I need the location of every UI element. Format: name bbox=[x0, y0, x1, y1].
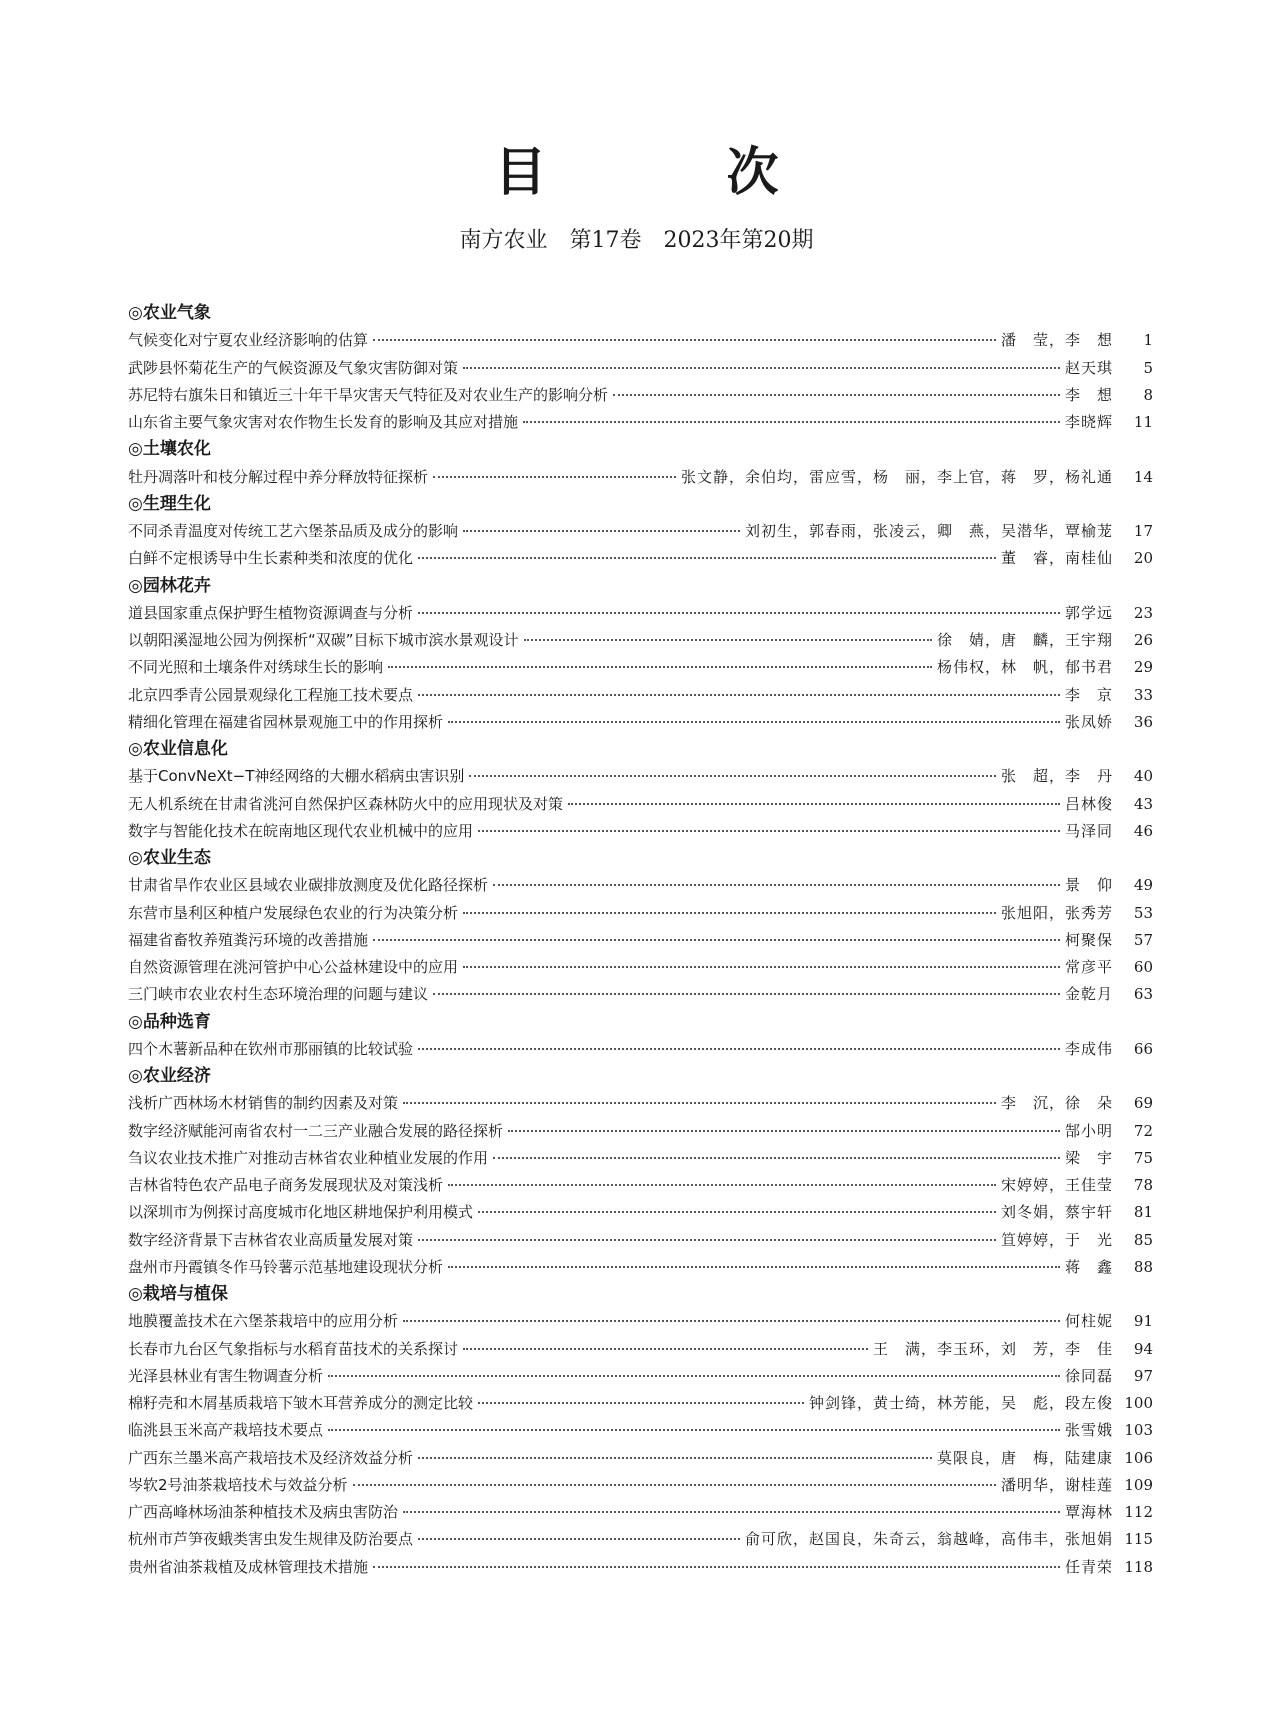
entry-authors: 张 超，李 丹 bbox=[1000, 767, 1113, 786]
dot-leader bbox=[463, 367, 1060, 369]
entry-page-number: 17 bbox=[1133, 522, 1153, 540]
entry-title: 盘州市丹霞镇冬作马铃薯示范基地建设现状分析 bbox=[128, 1257, 444, 1276]
dot-leader bbox=[523, 421, 1060, 423]
entry-authors: 钟剑锋，黄士绮，林芳能，吴 彪，段左俊 bbox=[808, 1394, 1113, 1412]
dot-leader bbox=[448, 721, 1060, 723]
dot-leader bbox=[478, 1402, 804, 1404]
entry-title: 杭州市芦笋夜蛾类害虫发生规律及防治要点 bbox=[128, 1530, 414, 1549]
entry-title: 无人机系统在甘肃省洮河自然保护区森林防火中的应用现状及对策 bbox=[128, 794, 564, 813]
dot-leader bbox=[403, 1320, 1060, 1322]
toc-entry bbox=[128, 872, 1153, 899]
section-heading: ◎农业信息化 bbox=[128, 739, 228, 759]
toc-entry bbox=[128, 954, 1153, 981]
entry-authors: 笪婷婷，于 光 bbox=[1000, 1230, 1113, 1249]
toc-entry bbox=[128, 1199, 1153, 1226]
entry-title: 道县国家重点保护野生植物资源调查与分析 bbox=[128, 603, 414, 622]
entry-page-number: 53 bbox=[1133, 903, 1153, 922]
entry-title: 自然资源管理在洮河管护中心公益林建设中的应用 bbox=[128, 958, 459, 976]
toc-entry bbox=[128, 763, 1153, 790]
dot-leader bbox=[418, 1538, 740, 1540]
entry-authors: 刘冬娟，蔡宇轩 bbox=[1000, 1203, 1113, 1222]
entry-authors: 景 仰 bbox=[1064, 876, 1113, 895]
dot-leader bbox=[478, 830, 1060, 832]
entry-page-number: 46 bbox=[1133, 821, 1153, 840]
entry-page-number: 88 bbox=[1133, 1257, 1153, 1276]
entry-title: 数字经济赋能河南省农村一二三产业融合发展的路径探析 bbox=[128, 1121, 504, 1140]
entry-page-number: 69 bbox=[1133, 1094, 1153, 1113]
entry-page-number: 29 bbox=[1133, 658, 1153, 677]
entry-authors: 李成伟 bbox=[1064, 1039, 1113, 1058]
dot-leader bbox=[418, 612, 1060, 614]
toc-entry bbox=[128, 518, 1153, 545]
section-heading: ◎农业气象 bbox=[128, 303, 211, 323]
table-of-contents bbox=[128, 300, 1153, 1581]
entry-title: 三门峡市农业农村生态环境治理的问题与建议 bbox=[128, 985, 429, 1004]
entry-page-number: 97 bbox=[1133, 1366, 1153, 1385]
dot-leader bbox=[418, 1457, 932, 1459]
entry-authors: 王 满，李玉环，刘 芳，李 佳 bbox=[872, 1339, 1113, 1358]
entry-title: 临洮县玉米高产栽培技术要点 bbox=[128, 1421, 324, 1440]
entry-title: 吉林省特色农产品电子商务发展现状及对策浅析 bbox=[128, 1176, 444, 1194]
dot-leader bbox=[508, 1130, 1060, 1132]
entry-title: 光泽县林业有害生物调查分析 bbox=[128, 1366, 324, 1385]
dot-leader bbox=[328, 1375, 1060, 1377]
section-heading: ◎品种选育 bbox=[128, 1011, 211, 1032]
entry-page-number: 33 bbox=[1133, 685, 1153, 704]
entry-title: 四个木薯新品种在钦州市那丽镇的比较试验 bbox=[128, 1039, 414, 1058]
entry-authors: 李 沉，徐 朵 bbox=[1000, 1094, 1113, 1113]
entry-page-number: 23 bbox=[1133, 603, 1153, 622]
entry-title: 白鲜不定根诱导中生长素种类和浓度的优化 bbox=[128, 549, 414, 568]
entry-authors: 俞可欣，赵国良，朱奇云，翁越峰，高伟丰，张旭娟 bbox=[744, 1530, 1113, 1549]
dot-leader bbox=[478, 1211, 996, 1213]
entry-authors: 莫限良，唐 梅，陆建康 bbox=[936, 1448, 1113, 1467]
dot-leader bbox=[418, 1048, 1060, 1050]
entry-page-number: 66 bbox=[1133, 1039, 1153, 1058]
entry-title: 刍议农业技术推广对推动吉林省农业种植业发展的作用 bbox=[128, 1148, 489, 1167]
entry-authors: 董 睿，南桂仙 bbox=[1000, 549, 1113, 568]
entry-authors: 杨伟权，林 帆，郁书君 bbox=[936, 658, 1113, 677]
section-heading: ◎栽培与植保 bbox=[128, 1284, 228, 1304]
entry-authors: 赵天琪 bbox=[1064, 358, 1113, 377]
entry-authors: 刘初生，郭春雨，张凌云，卿 燕，吴潜华，覃榆茏 bbox=[744, 522, 1113, 540]
toc-entry bbox=[128, 1363, 1153, 1390]
entry-page-number: 1 bbox=[1143, 331, 1153, 350]
dot-leader bbox=[388, 666, 932, 668]
entry-title: 以深圳市为例探讨高度城市化地区耕地保护利用模式 bbox=[128, 1203, 474, 1222]
dot-leader bbox=[493, 1157, 1060, 1159]
toc-entry bbox=[128, 1417, 1153, 1444]
entry-authors: 柯聚保 bbox=[1064, 930, 1113, 949]
entry-page-number: 78 bbox=[1133, 1176, 1153, 1194]
entry-page-number: 81 bbox=[1133, 1203, 1153, 1222]
entry-title: 广西高峰林场油茶种植技术及病虫害防治 bbox=[128, 1503, 399, 1521]
toc-entry bbox=[128, 355, 1153, 382]
dot-leader bbox=[418, 1239, 996, 1241]
dot-leader bbox=[493, 884, 1060, 886]
journal-issue-line: 南方农业 第17卷 2023年第20期 bbox=[459, 228, 814, 253]
entry-authors: 潘 莹，李 想 bbox=[1000, 331, 1113, 350]
entry-authors: 郜小明 bbox=[1064, 1121, 1113, 1140]
section-heading: ◎农业经济 bbox=[128, 1066, 211, 1086]
entry-title: 长春市九台区气象指标与水稻育苗技术的关系探讨 bbox=[128, 1339, 459, 1358]
entry-page-number: 72 bbox=[1133, 1121, 1153, 1140]
dot-leader bbox=[373, 939, 1060, 941]
entry-authors: 常彦平 bbox=[1064, 958, 1113, 976]
toc-entry bbox=[128, 1308, 1153, 1335]
toc-entry bbox=[128, 1554, 1153, 1581]
toc-entry bbox=[128, 1254, 1153, 1281]
toc-entry bbox=[128, 709, 1153, 736]
dot-leader bbox=[403, 1511, 1060, 1513]
entry-authors: 张旭阳，张秀芳 bbox=[1000, 903, 1113, 922]
entry-title: 贵州省油茶栽植及成林管理技术措施 bbox=[128, 1557, 369, 1576]
toc-entry bbox=[128, 327, 1153, 354]
entry-page-number: 8 bbox=[1143, 385, 1153, 404]
section-heading: ◎农业生态 bbox=[128, 848, 211, 868]
entry-authors: 张凤娇 bbox=[1064, 712, 1113, 731]
toc-entry bbox=[128, 600, 1153, 627]
toc-entry bbox=[128, 382, 1153, 409]
entry-page-number: 106 bbox=[1124, 1448, 1153, 1467]
entry-title: 基于ConvNeXt−T神经网络的大棚水稻病虫害识别 bbox=[128, 767, 465, 786]
entry-page-number: 85 bbox=[1133, 1230, 1153, 1249]
entry-title: 以朝阳溪湿地公园为例探析“双碳”目标下城市滨水景观设计 bbox=[128, 631, 519, 649]
toc-entry bbox=[128, 1172, 1153, 1199]
entry-page-number: 63 bbox=[1133, 985, 1153, 1004]
entry-authors: 李 京 bbox=[1064, 685, 1113, 704]
entry-page-number: 57 bbox=[1133, 930, 1153, 949]
toc-entry bbox=[128, 927, 1153, 954]
entry-authors: 张文静，余伯均，雷应雪，杨 丽，李上官，蒋 罗，杨礼通 bbox=[680, 467, 1113, 486]
toc-entry bbox=[128, 1145, 1153, 1172]
dot-leader bbox=[353, 1484, 996, 1486]
entry-title: 精细化管理在福建省园林景观施工中的作用探析 bbox=[128, 712, 444, 731]
entry-page-number: 109 bbox=[1124, 1475, 1153, 1494]
dot-leader bbox=[448, 1266, 1060, 1268]
toc-entry bbox=[128, 409, 1153, 436]
entry-page-number: 40 bbox=[1133, 767, 1153, 786]
entry-authors: 徐同磊 bbox=[1064, 1366, 1113, 1385]
entry-authors: 梁 宇 bbox=[1064, 1148, 1113, 1167]
dot-leader bbox=[463, 1348, 868, 1350]
entry-authors: 金乾月 bbox=[1064, 985, 1113, 1004]
dot-leader bbox=[469, 775, 996, 777]
toc-entry bbox=[128, 682, 1153, 709]
toc-entry bbox=[128, 981, 1153, 1008]
entry-title: 不同光照和土壤条件对绣球生长的影响 bbox=[128, 658, 384, 677]
entry-title: 牡丹凋落叶和枝分解过程中养分释放特征探析 bbox=[128, 467, 429, 486]
toc-entry bbox=[128, 900, 1153, 927]
entry-page-number: 14 bbox=[1133, 467, 1153, 486]
entry-title: 东营市垦利区种植户发展绿色农业的行为决策分析 bbox=[128, 903, 459, 922]
dot-leader bbox=[613, 394, 1060, 396]
entry-page-number: 20 bbox=[1133, 549, 1153, 568]
entry-page-number: 5 bbox=[1143, 358, 1153, 377]
entry-page-number: 26 bbox=[1133, 631, 1153, 649]
entry-title: 甘肃省旱作农业区县域农业碳排放测度及优化路径探析 bbox=[128, 876, 489, 895]
dot-leader bbox=[463, 530, 740, 532]
toc-entry bbox=[128, 1499, 1153, 1526]
entry-title: 广西东兰墨米高产栽培技术及经济效益分析 bbox=[128, 1448, 414, 1467]
entry-title: 浅析广西林场木材销售的制约因素及对策 bbox=[128, 1094, 399, 1113]
entry-authors: 吕林俊 bbox=[1064, 794, 1113, 813]
entry-authors: 蒋 鑫 bbox=[1064, 1257, 1113, 1276]
toc-entry bbox=[128, 1118, 1153, 1145]
toc-entry bbox=[128, 654, 1153, 681]
entry-authors: 徐 婧，唐 麟，王宇翔 bbox=[936, 631, 1113, 649]
entry-title: 北京四季青公园景观绿化工程施工技术要点 bbox=[128, 685, 414, 704]
entry-page-number: 115 bbox=[1124, 1530, 1153, 1549]
entry-title: 数字与智能化技术在皖南地区现代农业机械中的应用 bbox=[128, 821, 474, 840]
entry-page-number: 75 bbox=[1133, 1148, 1153, 1167]
entry-title: 棉籽壳和木屑基质栽培下皱木耳营养成分的测定比较 bbox=[128, 1394, 474, 1412]
toc-entry bbox=[128, 1390, 1153, 1417]
dot-leader bbox=[433, 993, 1060, 995]
entry-page-number: 100 bbox=[1124, 1394, 1153, 1412]
dot-leader bbox=[373, 1566, 1060, 1568]
dot-leader bbox=[463, 966, 1060, 968]
entry-page-number: 43 bbox=[1133, 794, 1153, 813]
entry-page-number: 103 bbox=[1124, 1421, 1153, 1440]
dot-leader bbox=[448, 1184, 996, 1186]
dot-leader bbox=[433, 476, 676, 478]
entry-page-number: 91 bbox=[1133, 1312, 1153, 1331]
entry-title: 苏尼特右旗朱日和镇近三十年干旱灾害天气特征及对农业生产的影响分析 bbox=[128, 385, 609, 404]
entry-page-number: 11 bbox=[1133, 413, 1153, 431]
section-heading: ◎生理生化 bbox=[128, 493, 211, 514]
entry-title: 地膜覆盖技术在六堡茶栽培中的应用分析 bbox=[128, 1312, 399, 1331]
entry-title: 岑软2号油茶栽培技术与效益分析 bbox=[128, 1475, 348, 1494]
entry-authors: 张雪娥 bbox=[1064, 1421, 1113, 1440]
entry-page-number: 94 bbox=[1133, 1339, 1153, 1358]
entry-authors: 任青荣 bbox=[1064, 1557, 1113, 1576]
dot-leader bbox=[373, 339, 996, 341]
entry-authors: 潘明华，谢桂莲 bbox=[1000, 1475, 1113, 1494]
toc-entry bbox=[128, 1472, 1153, 1499]
entry-authors: 何柱妮 bbox=[1064, 1312, 1113, 1331]
toc-entry bbox=[128, 545, 1153, 572]
toc-entry bbox=[128, 627, 1153, 654]
entry-title: 数字经济背景下吉林省农业高质量发展对策 bbox=[128, 1230, 414, 1249]
entry-authors: 覃海林 bbox=[1064, 1503, 1113, 1521]
page-title: 目 次 bbox=[494, 143, 843, 203]
entry-authors: 郭学远 bbox=[1064, 603, 1113, 622]
entry-authors: 马泽同 bbox=[1064, 821, 1113, 840]
toc-entry bbox=[128, 1036, 1153, 1063]
toc-entry bbox=[128, 1445, 1153, 1472]
entry-authors: 李晓辉 bbox=[1064, 413, 1113, 431]
dot-leader bbox=[328, 1429, 1060, 1431]
dot-leader bbox=[403, 1102, 996, 1104]
dot-leader bbox=[418, 557, 996, 559]
entry-title: 气候变化对宁夏农业经济影响的估算 bbox=[128, 331, 369, 350]
entry-page-number: 60 bbox=[1133, 958, 1153, 976]
toc-entry bbox=[128, 1336, 1153, 1363]
entry-authors: 宋婷婷，王佳莹 bbox=[1000, 1176, 1113, 1194]
toc-entry bbox=[128, 791, 1153, 818]
section-heading: ◎土壤农化 bbox=[128, 439, 211, 460]
entry-page-number: 36 bbox=[1133, 712, 1153, 731]
toc-entry bbox=[128, 1090, 1153, 1117]
toc-entry bbox=[128, 464, 1153, 491]
entry-page-number: 118 bbox=[1124, 1557, 1153, 1576]
entry-title: 山东省主要气象灾害对农作物生长发育的影响及其应对措施 bbox=[128, 413, 519, 431]
section-heading: ◎园林花卉 bbox=[128, 575, 211, 596]
entry-title: 武陟县怀菊花生产的气候资源及气象灾害防御对策 bbox=[128, 358, 459, 377]
entry-page-number: 112 bbox=[1124, 1503, 1153, 1521]
toc-entry bbox=[128, 818, 1153, 845]
toc-entry bbox=[128, 1227, 1153, 1254]
dot-leader bbox=[568, 803, 1060, 805]
dot-leader bbox=[418, 694, 1060, 696]
entry-authors: 李 想 bbox=[1064, 385, 1113, 404]
toc-entry bbox=[128, 1526, 1153, 1553]
entry-title: 不同杀青温度对传统工艺六堡茶品质及成分的影响 bbox=[128, 522, 459, 540]
dot-leader bbox=[524, 639, 932, 641]
entry-title: 福建省畜牧养殖粪污环境的改善措施 bbox=[128, 930, 369, 949]
entry-page-number: 49 bbox=[1133, 876, 1153, 895]
dot-leader bbox=[463, 912, 996, 914]
